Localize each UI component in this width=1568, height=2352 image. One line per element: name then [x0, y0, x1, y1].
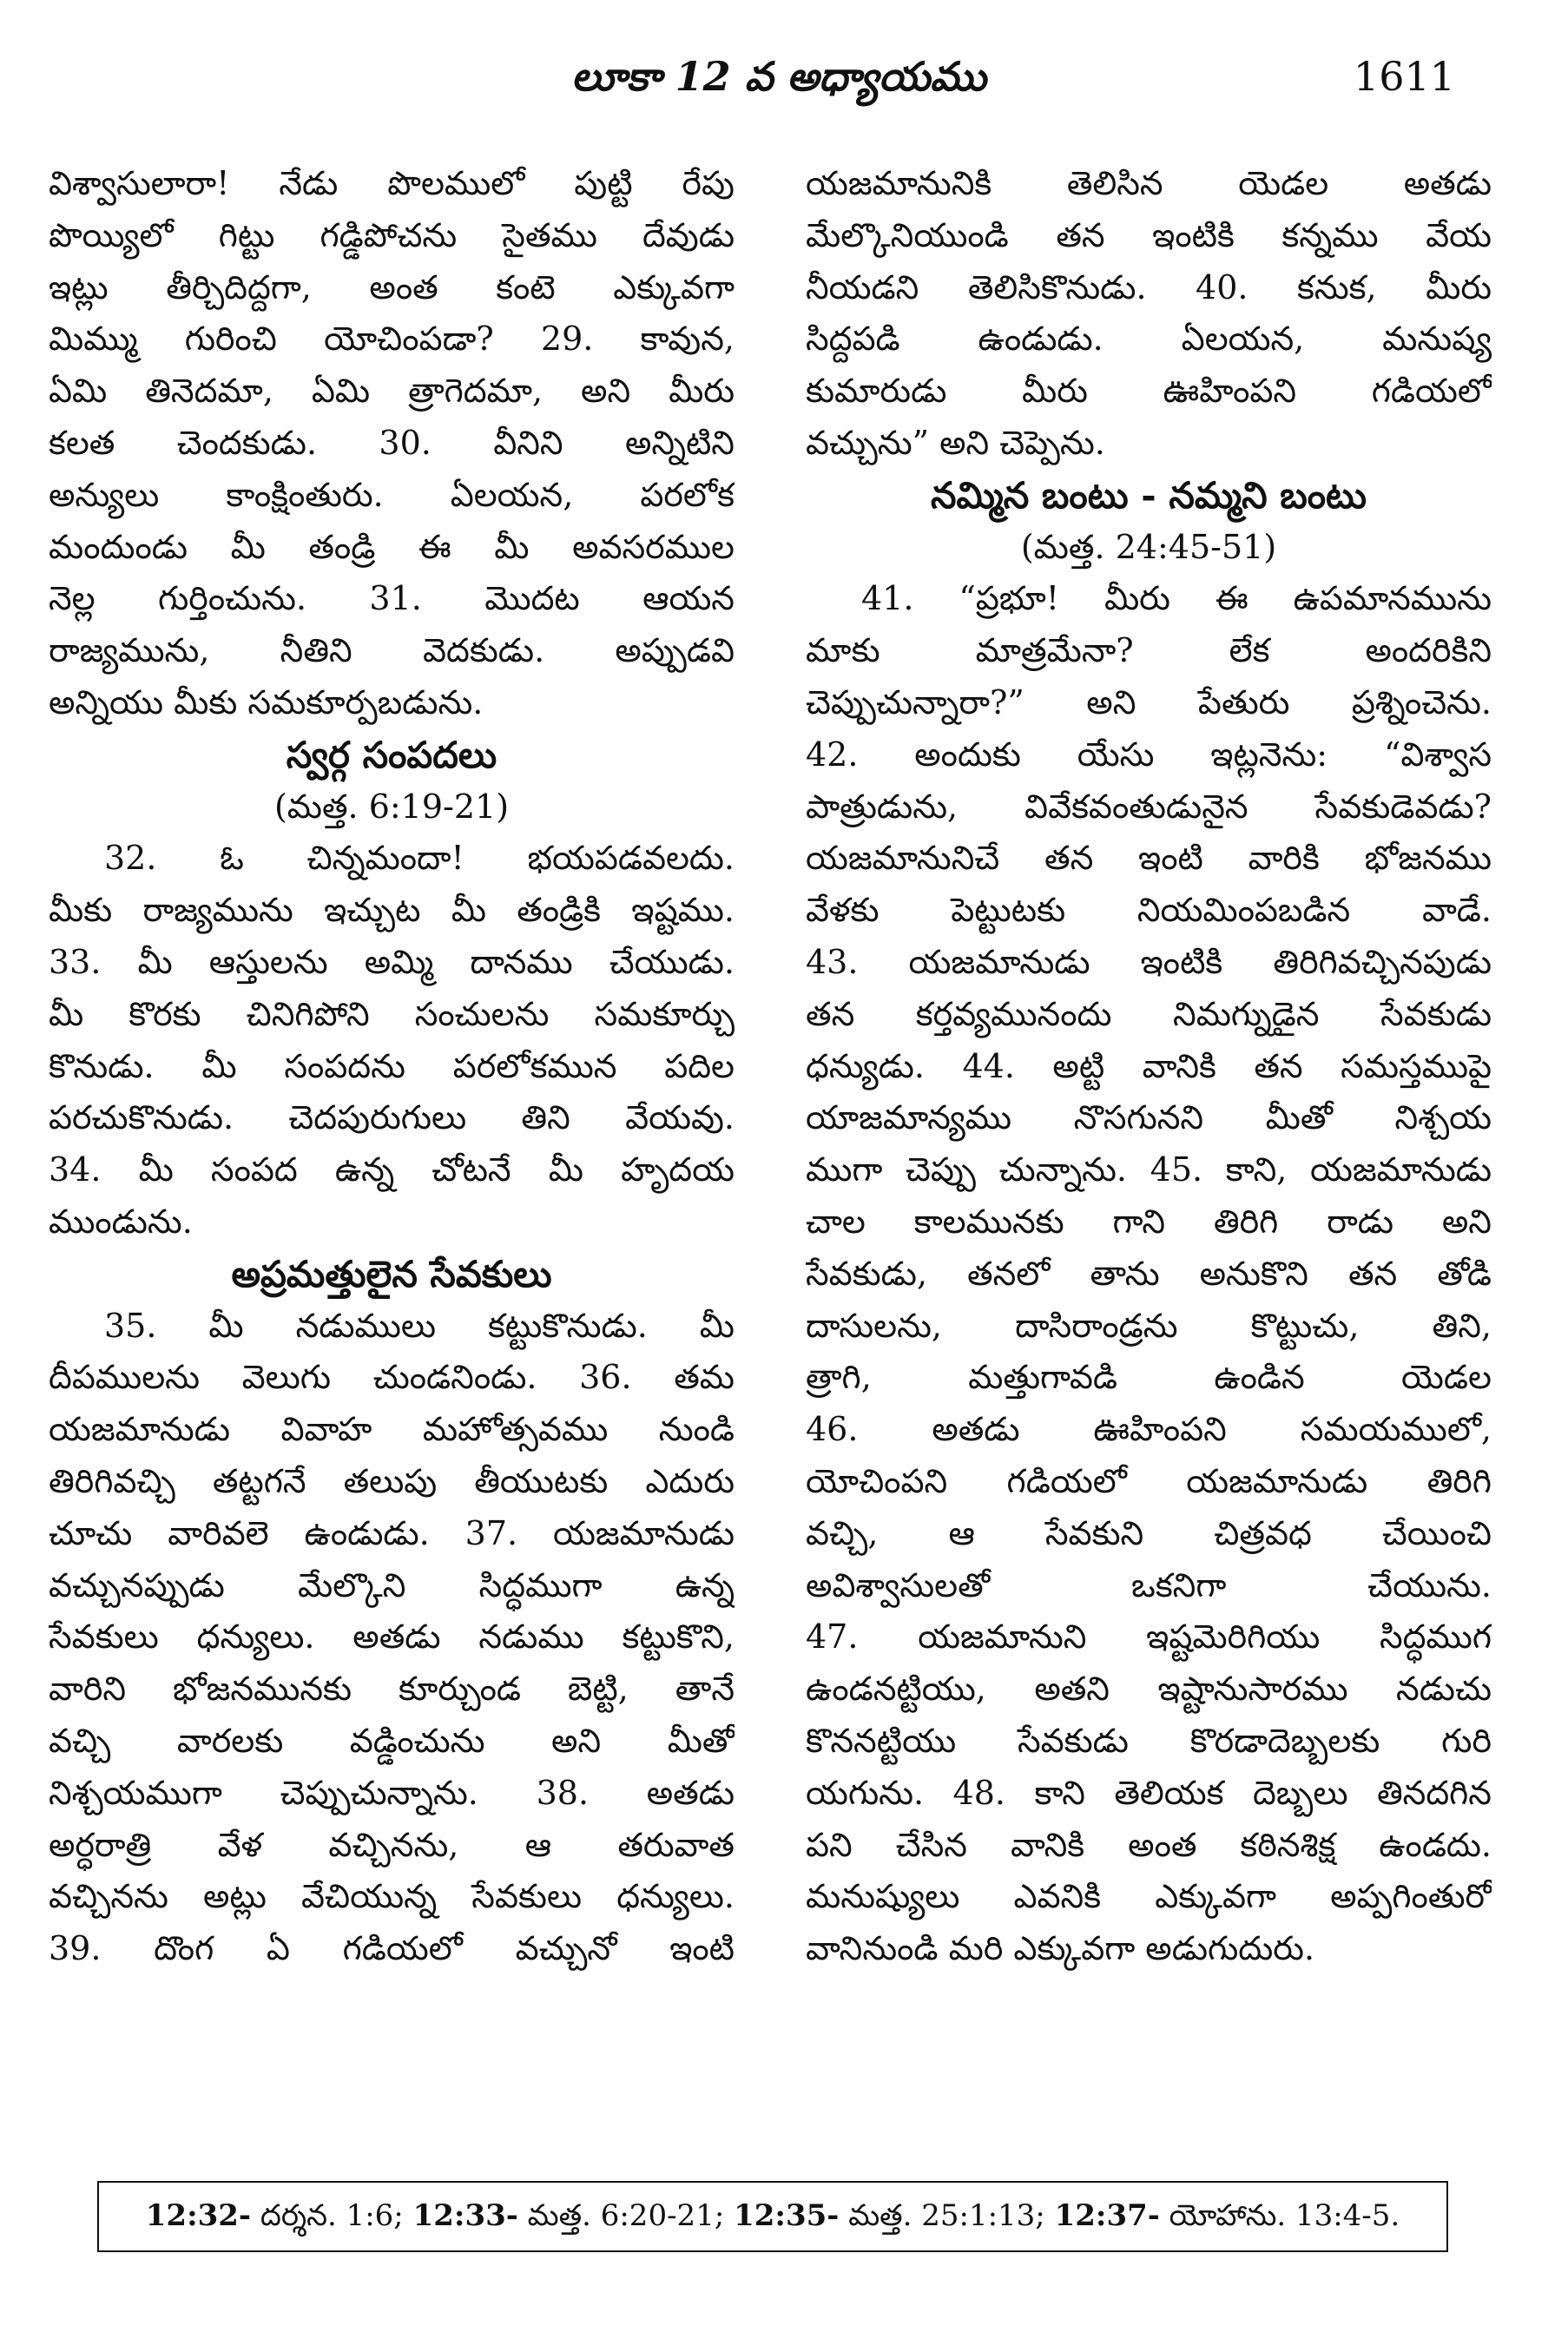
text-line: యజమానుడు వివాహ మహోత్సవము నుండి [49, 1410, 735, 1449]
text-line: తన కర్తవ్యమునందు నిమగ్నుడైన సేవకుడు [806, 994, 1492, 1033]
text-line: యజమానునికి తెలిసిన యెడల అతడు [806, 164, 1492, 202]
text-line: విశ్వాసులారా! నేడు పొలములో పుట్టి రేపు [49, 164, 735, 202]
paragraph-first-line: 41. “ప్రభూ! మీరు ఈ ఉపమానమును [861, 579, 1492, 618]
footnote-citation: మత్త. 25:1:13; [839, 2198, 1055, 2233]
text-line: 39. దొంగ ఏ గడియలో వచ్చునో ఇంటి [49, 1929, 735, 1968]
text-line: చూచు వారివలె ఉండుడు. 37. యజమానుడు [49, 1513, 735, 1552]
cross-reference-footnote [97, 2181, 1448, 2252]
text-line: అన్యులు కాంక్షింతురు. ఏలయన, పరలోక [49, 475, 735, 514]
text-line: ఇట్లు తీర్చిదిద్దగా, అంత కంటె ఎక్కువగా [49, 267, 735, 306]
right-column [806, 158, 1492, 1975]
parallel-reference: (మత్త. 24:45-51) [1020, 527, 1277, 566]
footnote-citation: మత్త. 6:20-21; [517, 2198, 735, 2233]
text-line: నెల్ల గుర్తించును. 31. మొదట ఆయన [49, 579, 735, 618]
text-line: అర్ధరాత్రి వేళ వచ్చినను, ఆ తరువాత [49, 1825, 735, 1864]
text-line: నిశ్చయముగా చెప్పుచున్నాను. 38. అతడు [49, 1773, 735, 1812]
text-line: మీ కొరకు చినిగిపోని సంచులను సమకూర్చు [49, 994, 735, 1033]
text-line: 47. యజమానుని ఇష్టమెరిగియు సిద్ధముగ [806, 1617, 1492, 1657]
page-number: 1611 [1353, 53, 1455, 100]
text-line: పని చేసిన వానికి అంత కఠినశిక్ష ఉండదు. [806, 1825, 1492, 1864]
text-line: అవిశ్వాసులతో ఒకనిగా చేయును. [806, 1565, 1492, 1604]
text-line: 43. యజమానుడు ఇంటికి తిరిగివచ్చినపుడు [806, 942, 1492, 981]
text-line: మాకు మాత్రమేనా? లేక అందరికిని [806, 631, 1492, 670]
text-line: ధన్యుడు. 44. అట్టి వానికి తన సమస్తముపై [806, 1046, 1492, 1085]
text-line: త్రాగి, మత్తుగావడి ఉండిన యెడల [806, 1358, 1492, 1397]
text-line: వేళకు పెట్టుటకు నియమింపబడిన వాడే. [806, 891, 1492, 930]
text-line: మీకు రాజ్యమును ఇచ్చుట మీ తండ్రికి ఇష్టము. [49, 891, 735, 930]
left-column [49, 158, 735, 1975]
text-line: సేవకులు ధన్యులు. అతడు నడుము కట్టుకొని, [49, 1617, 735, 1657]
paragraph-last-line: వానినుండి మరి ఎక్కువగా అడుగుదురు. [806, 1929, 1315, 1968]
footnote-citation: దర్శన. 1:6; [251, 2198, 413, 2233]
text-line: ముగా చెప్పు చున్నాను. 45. కాని, యజమానుడు [806, 1150, 1492, 1189]
text-line: 33. మీ ఆస్తులను అమ్మి దానము చేయుడు. [49, 942, 735, 981]
text-line: ఏమి తినెదమా, ఏమి త్రాగెదమా, అని మీరు [49, 372, 735, 411]
text-line: మిమ్ము గురించి యోచింపడా? 29. కావున, [49, 320, 735, 359]
text-line: వచ్చునప్పుడు మేల్కొని సిద్ధముగా ఉన్న [49, 1565, 735, 1604]
footnote-verse-ref: 12:33- [412, 2198, 518, 2233]
paragraph-first-line: 35. మీ నడుములు కట్టుకొనుడు. మీ [104, 1306, 735, 1345]
page-header [102, 42, 1455, 111]
text-line: పరచుకొనుడు. చెదపురుగులు తిని వేయవు. [49, 1098, 735, 1137]
section-heading: స్వర్గ సంపదలు [286, 733, 497, 776]
text-line: యజమానునిచే తన ఇంటి వారికి భోజనము [806, 839, 1492, 878]
text-line: చెప్పుచున్నారా?” అని పేతురు ప్రశ్నించెను. [806, 682, 1492, 721]
text-line: కొననట్టియు సేవకుడు కొరడాదెబ్బలకు గురి [806, 1721, 1492, 1760]
text-line: వారిని భోజనమునకు కూర్చుండ బెట్టి, తానే [49, 1670, 735, 1709]
text-line: కలత చెందకుడు. 30. వీనిని అన్నిటిని [49, 423, 735, 462]
footnote-citation: యోహాను. 13:4-5. [1159, 2198, 1400, 2233]
text-line: మందుండు మీ తండ్రి ఈ మీ అవసరముల [49, 527, 735, 566]
parallel-reference: (మత్త. 6:19-21) [273, 787, 510, 826]
text-line: వచ్చి వారలకు వడ్డించును అని మీతో [49, 1721, 735, 1760]
text-line: మేల్కొనియుండి తన ఇంటికి కన్నము వేయ [806, 215, 1492, 254]
text-line: దీపములను వెలుగు చుండనిండు. 36. తమ [49, 1358, 735, 1397]
text-line: దాసులను, దాసిరాండ్రను కొట్టుచు, తిని, [806, 1306, 1492, 1345]
paragraph-last-line: అన్నియు మీకు సమకూర్పబడును. [49, 682, 484, 721]
text-line: పొయ్యిలో గిట్టు గడ్డిపోచను సైతము దేవుడు [49, 215, 735, 254]
text-line: 42. అందుకు యేసు ఇట్లనెను: “విశ్వాస [806, 735, 1492, 774]
text-line: కుమారుడు మీరు ఊహింపని గడియలో [806, 372, 1492, 411]
text-line: యగును. 48. కాని తెలియక దెబ్బలు తినదగిన [806, 1773, 1492, 1812]
text-line: యాజమాన్యము నొసగునని మీతో నిశ్చయ [806, 1098, 1492, 1137]
text-line: ఉండనట్టియు, అతని ఇష్టానుసారము నడుచు [806, 1670, 1492, 1709]
text-line: నీయడని తెలిసికొనుడు. 40. కనుక, మీరు [806, 267, 1492, 306]
running-head-title: లూకా 12 వ అధ్యాయము [571, 53, 986, 100]
text-line: వచ్చి, ఆ సేవకుని చిత్రవధ చేయించి [806, 1513, 1492, 1552]
section-heading: నమ్మిన బంటు - నమ్మని బంటు [931, 473, 1367, 517]
section-heading: అప్రమత్తులైన సేవకులు [231, 1252, 552, 1295]
text-line: సేవకుడు, తనలో తాను అనుకొని తన తోడి [806, 1254, 1492, 1293]
text-line: వచ్చినను అట్లు వేచియున్న సేవకులు ధన్యులు. [49, 1877, 735, 1916]
text-line: రాజ్యమును, నీతిని వెదకుడు. అప్పుడవి [49, 631, 735, 670]
paragraph-last-line: ముండును. [49, 1202, 193, 1241]
footnote-verse-ref: 12:32- [145, 2198, 252, 2233]
text-line: యోచింపని గడియలో యజమానుడు తిరిగి [806, 1461, 1492, 1500]
text-line: 34. మీ సంపద ఉన్న చోటనే మీ హృదయ [49, 1150, 735, 1189]
text-line: పాత్రుడును, వివేకవంతుడునైన సేవకుడెవడు? [806, 787, 1492, 826]
text-line: సిద్దపడి ఉండుడు. ఏలయన, మనుష్య [806, 320, 1492, 359]
text-line: 46. అతడు ఊహింపని సమయములో, [806, 1410, 1492, 1449]
text-line: మనుష్యులు ఎవనికి ఎక్కువగా అప్పగింతురో [806, 1877, 1492, 1916]
footnote-verse-ref: 12:35- [734, 2198, 840, 2233]
text-line: తిరిగివచ్చి తట్టగనే తలుపు తీయుటకు ఎదురు [49, 1461, 735, 1500]
footnote-verse-ref: 12:37- [1054, 2198, 1160, 2233]
text-line: చాల కాలమునకు గాని తిరిగి రాడు అని [806, 1202, 1492, 1241]
paragraph-first-line: 32. ఓ చిన్నమందా! భయపడవలదు. [104, 839, 735, 878]
paragraph-last-line: వచ్చును” అని చెప్పెను. [806, 423, 1105, 462]
text-line: కొనుడు. మీ సంపదను పరలోకమున పదిల [49, 1046, 735, 1085]
